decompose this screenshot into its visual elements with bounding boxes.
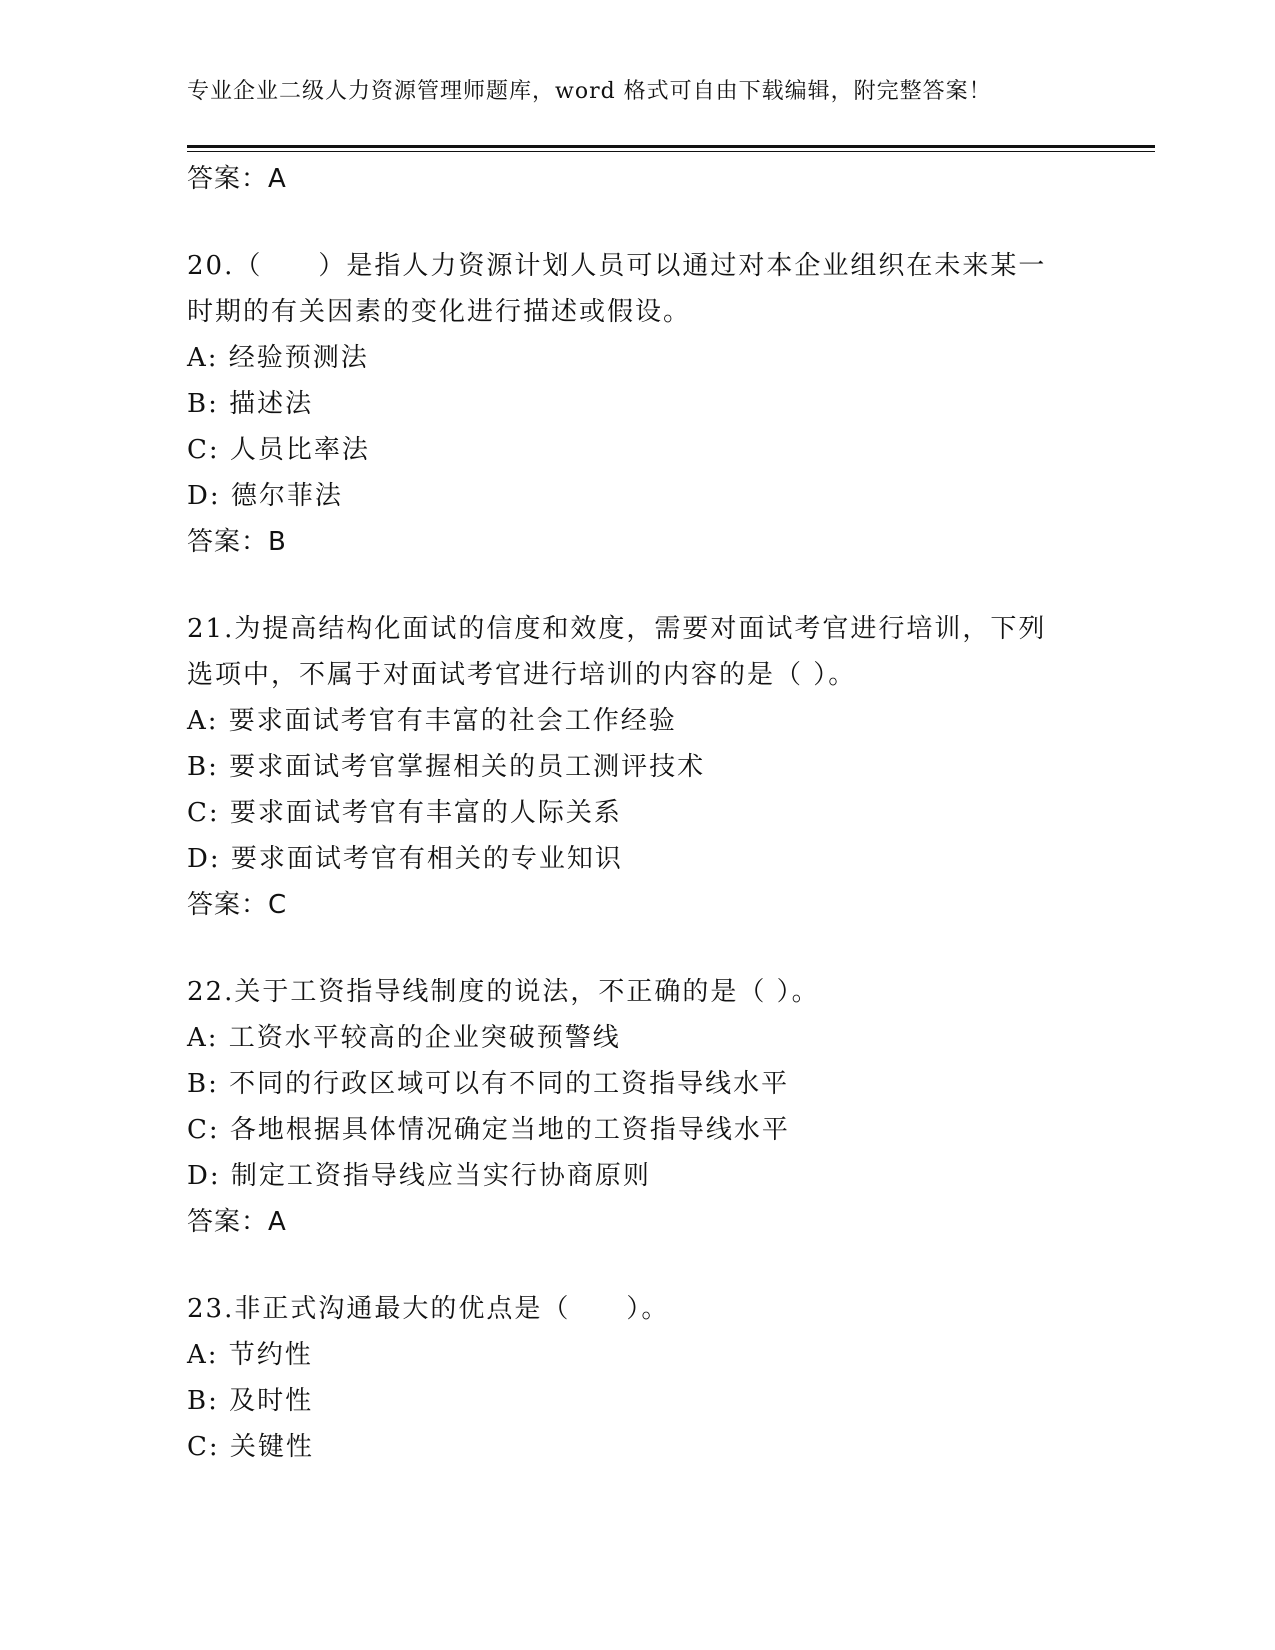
page-header: 专业企业二级人力资源管理师题库，word 格式可自由下载编辑，附完整答案！ bbox=[187, 79, 992, 104]
question-stem-line: 时期的有关因素的变化进行描述或假设。 bbox=[187, 297, 692, 327]
answer-line: 答案：A bbox=[187, 164, 287, 194]
question-stem-line: 23.非正式沟通最大的优点是（ ）。 bbox=[187, 1294, 670, 1324]
option-a: A: 要求面试考官有丰富的社会工作经验 bbox=[187, 706, 677, 736]
option-a: A: 节约性 bbox=[187, 1340, 313, 1370]
answer-line: 答案：B bbox=[187, 527, 287, 557]
option-d: D: 德尔菲法 bbox=[187, 481, 343, 511]
option-d: D: 制定工资指导线应当实行协商原则 bbox=[187, 1161, 651, 1191]
question-20 bbox=[187, 243, 1067, 565]
option-b: B: 要求面试考官掌握相关的员工测评技术 bbox=[187, 752, 706, 782]
header-rule-thin bbox=[187, 151, 1155, 152]
option-b: B: 描述法 bbox=[187, 389, 314, 419]
option-b: B: 不同的行政区域可以有不同的工资指导线水平 bbox=[187, 1069, 790, 1099]
header-rule-thick bbox=[187, 145, 1155, 148]
question-23 bbox=[187, 1286, 1067, 1470]
option-c: C: 要求面试考官有丰富的人际关系 bbox=[187, 798, 622, 828]
question-21 bbox=[187, 606, 1067, 928]
question-stem-line: 22.关于工资指导线制度的说法，不正确的是（ ）。 bbox=[187, 977, 820, 1007]
question-stem-line: 21.为提高结构化面试的信度和效度，需要对面试考官进行培训，下列 bbox=[187, 614, 1047, 644]
answer-line: 答案：C bbox=[187, 890, 288, 920]
option-a: A: 工资水平较高的企业突破预警线 bbox=[187, 1023, 621, 1053]
option-d: D: 要求面试考官有相关的专业知识 bbox=[187, 844, 623, 874]
question-stem-line: 20.（ ）是指人力资源计划人员可以通过对本企业组织在未来某一 bbox=[187, 251, 1047, 281]
question-content bbox=[187, 156, 1067, 1470]
question-stem-line: 选项中，不属于对面试考官进行培训的内容的是（ ）。 bbox=[187, 660, 857, 690]
option-b: B: 及时性 bbox=[187, 1386, 314, 1416]
answer-line: 答案：A bbox=[187, 1207, 287, 1237]
option-c: C: 各地根据具体情况确定当地的工资指导线水平 bbox=[187, 1115, 790, 1145]
option-c: C: 人员比率法 bbox=[187, 435, 370, 465]
option-c: C: 关键性 bbox=[187, 1432, 314, 1462]
option-a: A: 经验预测法 bbox=[187, 343, 369, 373]
question-22 bbox=[187, 969, 1067, 1245]
